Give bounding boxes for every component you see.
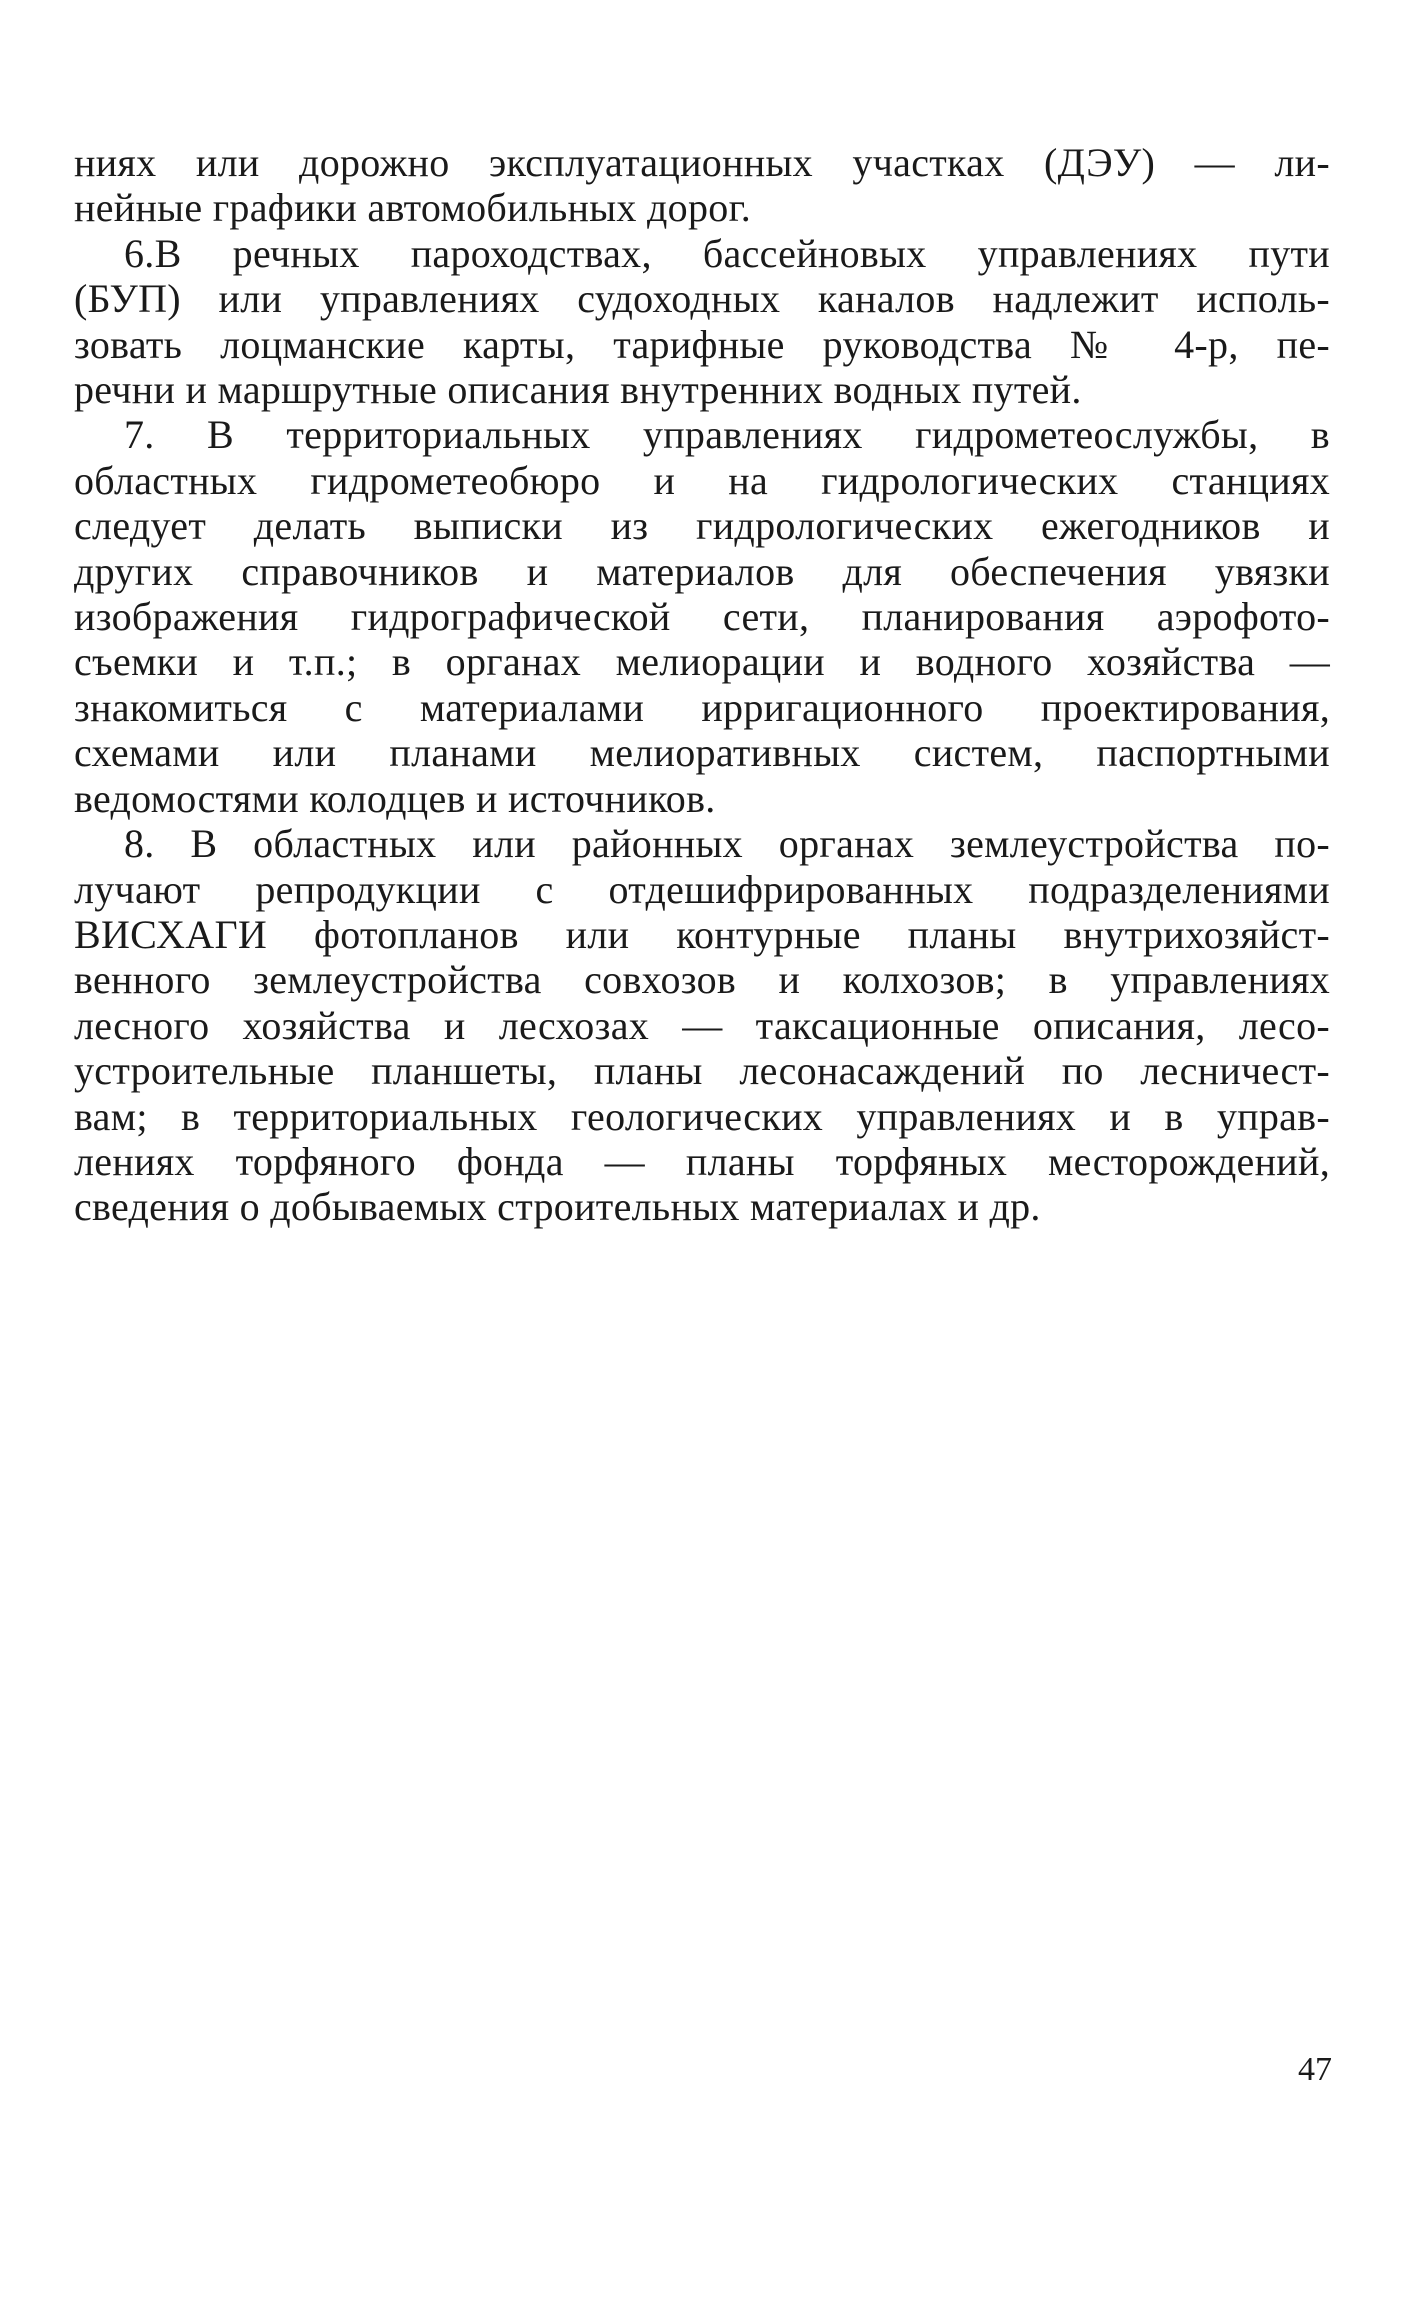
text-line: лесного хозяйства и лесхозах — таксационные описания, лесо- xyxy=(74,1002,1330,1048)
paragraph-continuation xyxy=(74,140,1330,231)
text-line: ниях или дорожно эксплуатационных участках (ДЭУ) — ли- xyxy=(74,140,1330,185)
text-line: других справочников и материалов для обеспечения увязки xyxy=(74,548,1330,594)
page-number: 47 xyxy=(1298,2051,1332,2088)
paragraph-item-7 xyxy=(74,412,1330,821)
text-line: лениях торфяного фонда — планы торфяных месторождений, xyxy=(74,1138,1330,1184)
text-line: съемки и т.п.; в органах мелиорации и водного хозяйства — xyxy=(74,639,1330,685)
text-line: знакомиться с материалами ирригационного проектирования, xyxy=(74,684,1330,730)
text-line: ВИСХАГИ фотопланов или контурные планы внутрихозяйст- xyxy=(74,911,1330,957)
text-line: нейные графики автомобильных дорог. xyxy=(74,185,752,231)
text-line: 6.В речных пароходствах, бассейновых управлениях пути xyxy=(124,230,1330,276)
text-line: венного землеустройства совхозов и колхозов; в управлениях xyxy=(74,957,1330,1003)
text-line: областных гидрометеобюро и на гидрологических станциях xyxy=(74,457,1330,503)
text-line: следует делать выписки из гидрологических ежегодников и xyxy=(74,503,1330,549)
text-line: сведения о добываемых строительных материалах и др. xyxy=(74,1184,1041,1230)
paragraph-item-6 xyxy=(74,231,1330,413)
text-line: 7. В территориальных управлениях гидрометеослужбы, в xyxy=(124,412,1330,458)
body-text xyxy=(74,140,1330,1230)
text-line: изображения гидрографической сети, планирования аэрофото- xyxy=(74,594,1330,640)
text-line: речни и маршрутные описания внутренних водных путей. xyxy=(74,367,1082,413)
text-line: зовать лоцманские карты, тарифные руководства № 4-р, пе- xyxy=(74,321,1330,367)
text-line: вам; в территориальных геологических управлениях и в управ- xyxy=(74,1093,1330,1139)
text-line: (БУП) или управлениях судоходных каналов надлежит исполь- xyxy=(74,276,1330,322)
text-line: схемами или планами мелиоративных систем, паспортными xyxy=(74,730,1330,776)
text-line: ведомостями колодцев и источников. xyxy=(74,775,716,821)
text-line: 8. В областных или районных органах землеустройства по- xyxy=(124,821,1330,867)
text-line: лучают репродукции с отдешифрированных подразделениями xyxy=(74,866,1330,912)
paragraph-item-8 xyxy=(74,821,1330,1230)
text-line: устроительные планшеты, планы лесонасаждений по лесничест- xyxy=(74,1048,1330,1094)
